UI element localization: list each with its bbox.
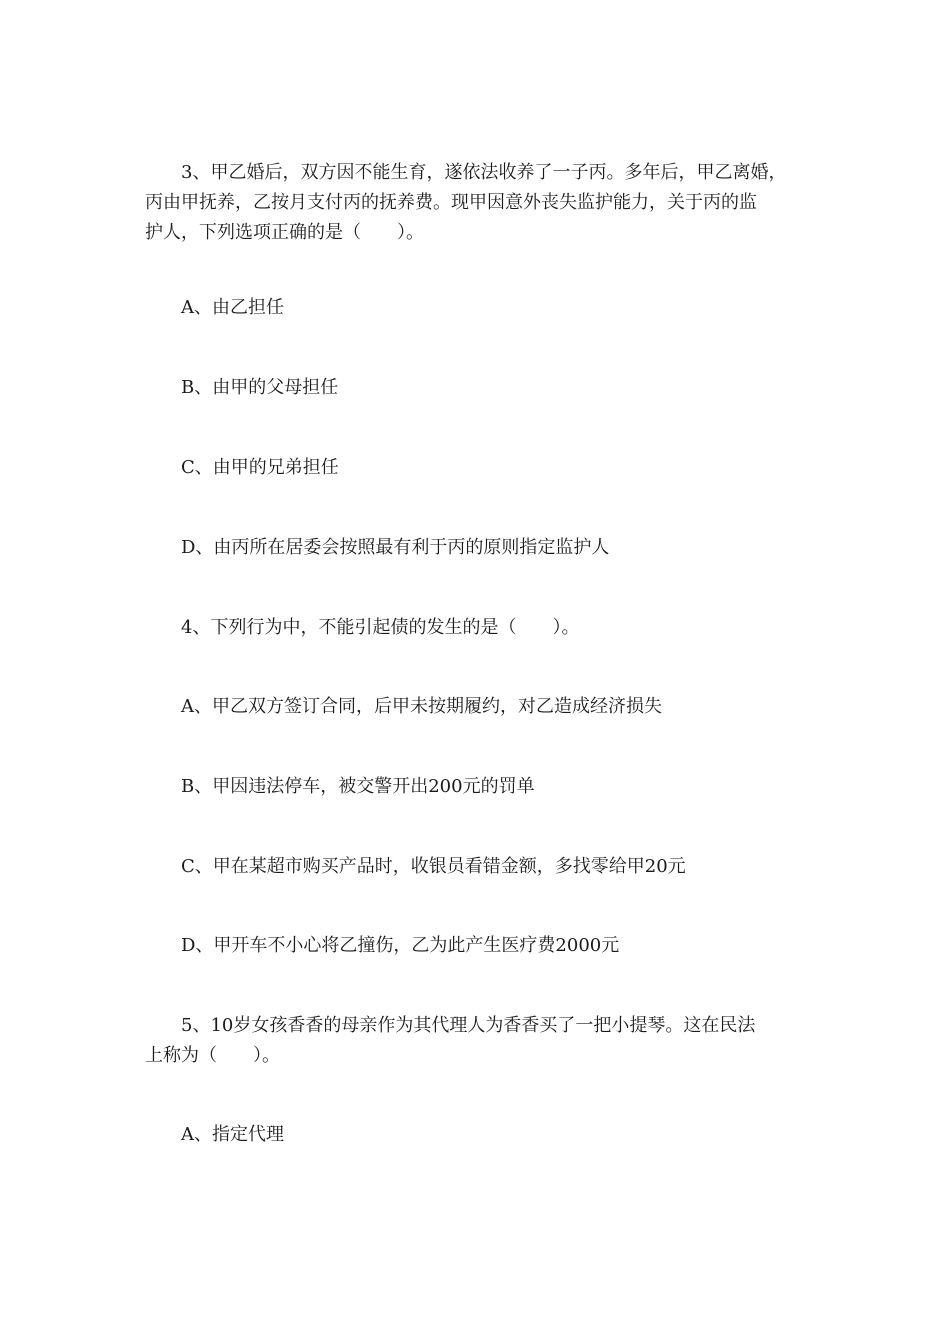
- question-5-stem-line-1: 5、10岁女孩香香的母亲作为其代理人为香香买了一把小提琴。这在民法: [181, 1015, 756, 1036]
- question-5-stem: [145, 1011, 805, 1071]
- question-3-stem-line-1: 3、甲乙婚后，双方因不能生育，遂依法收养了一子丙。多年后，甲乙离婚，: [181, 162, 787, 183]
- question-4-option-b: B、甲因违法停车，被交警开出200元的罚单: [181, 776, 535, 797]
- question-4-stem: 4、下列行为中，不能引起债的发生的是（ ）。: [181, 617, 580, 638]
- question-3-stem: [145, 158, 805, 248]
- question-4-option-d: D、甲开车不小心将乙撞伤，乙为此产生医疗费2000元: [181, 935, 620, 956]
- question-3-stem-line-2: 丙由甲抚养，乙按月支付丙的抚养费。现甲因意外丧失监护能力，关于丙的监: [145, 192, 757, 213]
- question-5-stem-line-2: 上称为（ ）。: [145, 1045, 280, 1066]
- question-3-option-d: D、由丙所在居委会按照最有利于丙的原则指定监护人: [181, 537, 610, 558]
- question-3-stem-line-3: 护人，下列选项正确的是（ ）。: [145, 222, 424, 243]
- question-4-option-c: C、甲在某超市购买产品时，收银员看错金额，多找零给甲20元: [181, 856, 686, 877]
- question-4-option-a: A、甲乙双方签订合同，后甲未按期履约，对乙造成经济损失: [181, 696, 662, 717]
- question-3-option-a: A、由乙担任: [181, 297, 284, 318]
- question-5-option-a: A、指定代理: [181, 1124, 284, 1145]
- question-3-option-b: B、由甲的父母担任: [181, 377, 339, 398]
- question-3-option-c: C、由甲的兄弟担任: [181, 457, 339, 478]
